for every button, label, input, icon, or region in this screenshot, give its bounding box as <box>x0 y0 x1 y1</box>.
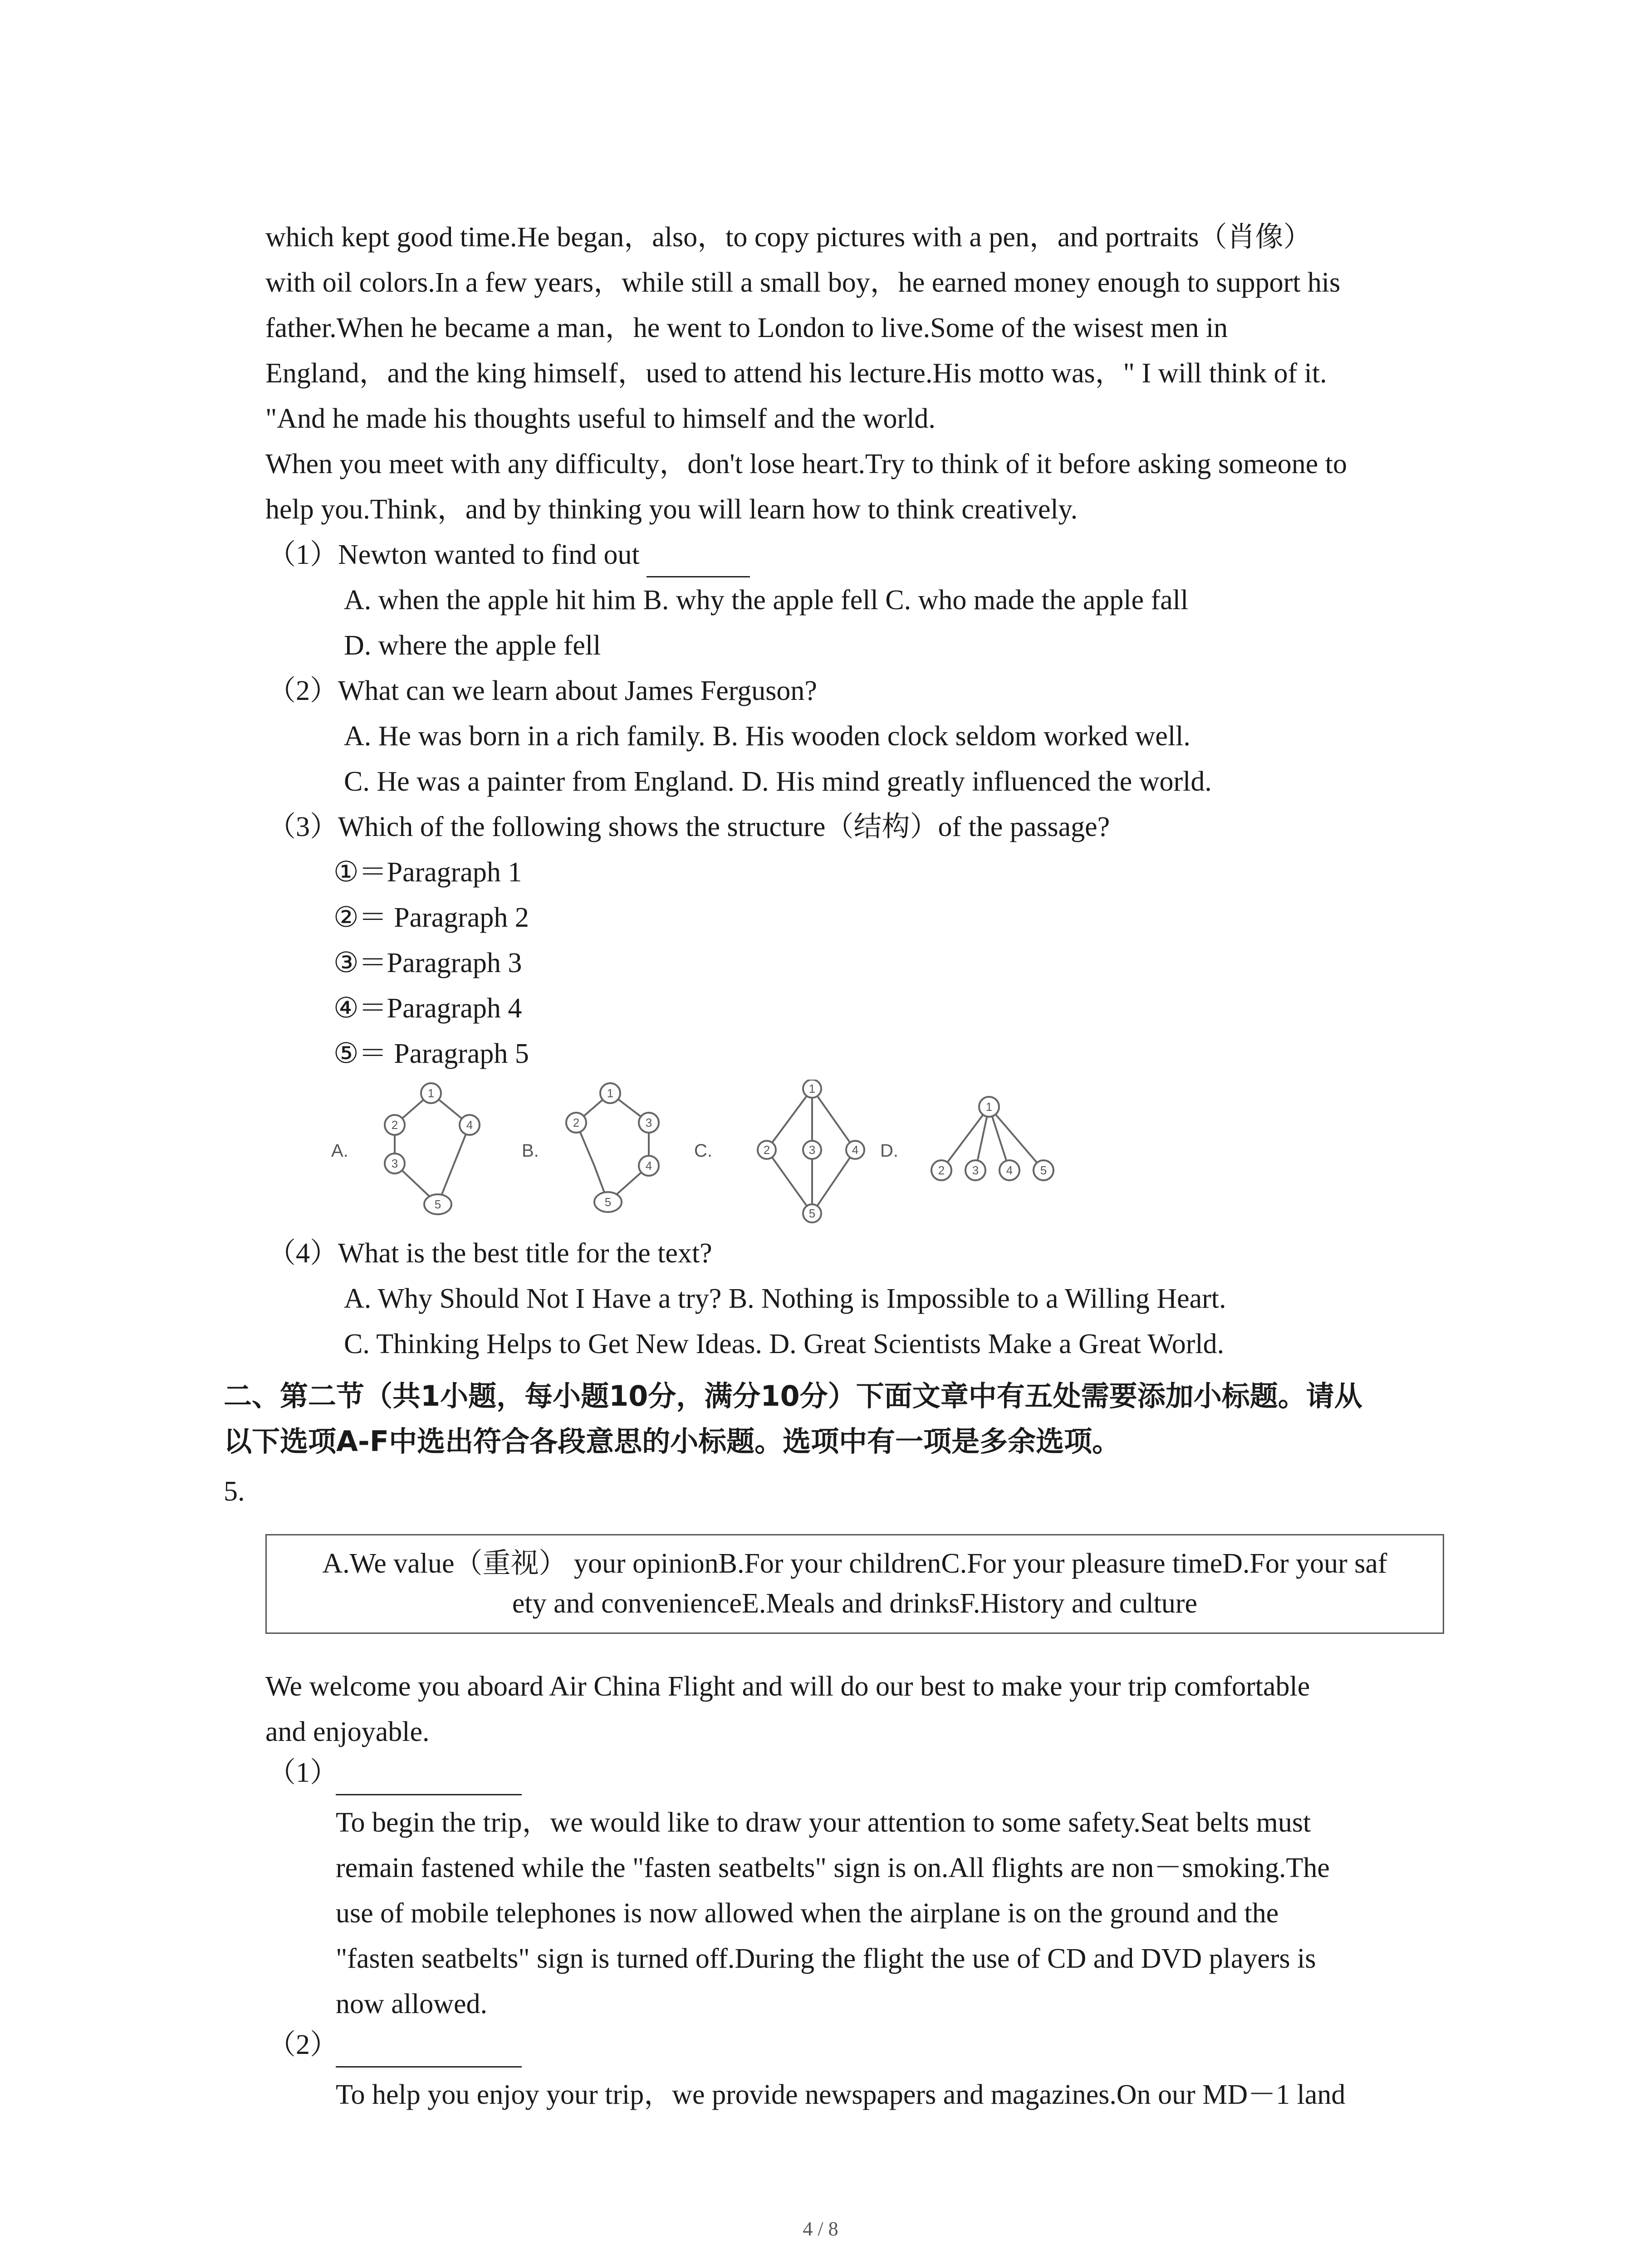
diagram-b <box>566 1083 659 1212</box>
diagram-label-b: B. <box>522 1141 539 1161</box>
blank-1-para-line-2: remain fastened while the "fasten seatbelts" sign is on.All flights are non－smoking.The <box>336 1853 1330 1883</box>
passage-line-1: which kept good time.He began，also，to copy pictures with a pen，and portraits（肖像） <box>265 222 1312 253</box>
node-2: 2 <box>391 1118 398 1132</box>
options-line-1: A.We value（重视） your opinionB.For your childrenC.For your pleasure timeD.For your saf <box>322 1548 1387 1579</box>
diagram-label-a: A. <box>331 1141 348 1161</box>
answer-blank[interactable] <box>647 548 750 577</box>
intro-line-1: We welcome you aboard Air China Flight and will do our best to make your trip comfortable <box>265 1671 1310 1702</box>
section-heading-line-1: 二、第二节（共1小题，每小题10分，满分10分）下面文章中有五处需要添加小标题。请从 <box>224 1379 1362 1413</box>
diagram-label-d: D. <box>880 1141 898 1161</box>
blank-2-number: （2） <box>268 2029 338 2060</box>
heading-blank-1[interactable] <box>336 1794 522 1795</box>
question-number: （1） <box>268 539 338 570</box>
intro-line-2: and enjoyable. <box>265 1716 430 1747</box>
node-5: 5 <box>604 1195 612 1209</box>
question-number: （4） <box>268 1238 338 1269</box>
node-3: 3 <box>972 1163 979 1177</box>
question-1-options-line-1: A. when the apple hit him B. why the apple fell C. who made the apple fall <box>344 585 1189 616</box>
question-number: （3） <box>268 811 338 842</box>
node-5: 5 <box>808 1207 816 1220</box>
diagram-label-c: C. <box>694 1141 712 1161</box>
question-4-options-line-2: C. Thinking Helps to Get New Ideas. D. Great Scientists Make a Great World. <box>344 1329 1225 1359</box>
node-4: 4 <box>1006 1163 1013 1177</box>
passage-line-6: When you meet with any difficulty，don't lose heart.Try to think of it before asking someone to <box>265 449 1347 479</box>
heading-blank-2[interactable] <box>336 2066 522 2068</box>
question-1-options-line-2: D. where the apple fell <box>344 630 601 661</box>
node-5: 5 <box>1040 1163 1047 1177</box>
diagram-d <box>931 1097 1053 1180</box>
headline-options-box <box>265 1534 1444 1634</box>
question-2 <box>268 668 817 714</box>
paragraph-key-4: ④＝Paragraph 4 <box>333 993 522 1024</box>
node-3: 3 <box>645 1116 652 1129</box>
question-4 <box>268 1231 712 1276</box>
question-text: Which of the following shows the structure（结构）of the passage? <box>338 811 1110 842</box>
blank-1-para-line-1: To begin the trip，we would like to draw your attention to some safety.Seat belts must <box>336 1807 1311 1838</box>
passage-line-5: "And he made his thoughts useful to himself and the world. <box>265 403 936 434</box>
question-text: What is the best title for the text? <box>338 1238 712 1269</box>
paragraph-key-1: ①＝Paragraph 1 <box>333 857 522 888</box>
node-4: 4 <box>645 1159 652 1173</box>
question-1 <box>268 532 750 577</box>
node-2: 2 <box>763 1143 770 1157</box>
question-2-options-line-2: C. He was a painter from England. D. His mind greatly influenced the world. <box>344 766 1212 797</box>
blank-1-para-line-4: "fasten seatbelts" sign is turned off.During the flight the use of CD and DVD players is <box>336 1943 1316 1974</box>
question-2-options-line-1: A. He was born in a rich family. B. His wooden clock seldom worked well. <box>344 721 1190 752</box>
section-heading-line-2: 以下选项A-F中选出符合各段意思的小标题。选项中有一项是多余选项。 <box>224 1425 1121 1458</box>
structure-diagrams <box>331 1080 1075 1229</box>
blank-1-para-line-5: now allowed. <box>336 1989 488 2019</box>
page-number: 4 / 8 <box>803 2218 838 2240</box>
blank-2-para-line-1: To help you enjoy your trip，we provide newspapers and magazines.On our MD－1 land <box>336 2079 1346 2110</box>
node-4: 4 <box>466 1118 473 1132</box>
node-2: 2 <box>938 1163 945 1177</box>
question-4-options-line-1: A. Why Should Not I Have a try? B. Nothing is Impossible to a Willing Heart. <box>344 1283 1226 1314</box>
paragraph-key-2: ②＝ Paragraph 2 <box>333 902 529 933</box>
node-3: 3 <box>391 1157 398 1170</box>
question-number: （2） <box>268 675 338 706</box>
question-text: Newton wanted to find out <box>338 539 640 570</box>
options-line-2: ety and convenienceE.Meals and drinksF.History and culture <box>512 1588 1198 1619</box>
node-5: 5 <box>434 1198 441 1211</box>
passage-line-4: England，and the king himself，used to attend his lecture.His motto was，" I will think of it. <box>265 358 1327 389</box>
node-3: 3 <box>808 1143 816 1157</box>
passage-line-7: help you.Think，and by thinking you will learn how to think creatively. <box>265 494 1078 525</box>
passage-line-3: father.When he became a man，he went to London to live.Some of the wisest men in <box>265 313 1228 343</box>
blank-1-para-line-3: use of mobile telephones is now allowed when the airplane is on the ground and the <box>336 1898 1279 1929</box>
node-1: 1 <box>427 1086 435 1100</box>
question-text: What can we learn about James Ferguson? <box>338 675 817 706</box>
passage-line-2: with oil colors.In a few years，while still a small boy，he earned money enough to support his <box>265 267 1341 298</box>
node-2: 2 <box>573 1116 580 1129</box>
node-1: 1 <box>985 1100 993 1114</box>
blank-1-number: （1） <box>268 1757 338 1788</box>
node-1: 1 <box>808 1082 816 1095</box>
paragraph-key-5: ⑤＝ Paragraph 5 <box>333 1038 529 1069</box>
question-3 <box>268 804 1110 850</box>
node-1: 1 <box>607 1086 614 1100</box>
diagram-a <box>385 1083 480 1214</box>
paragraph-key-3: ③＝Paragraph 3 <box>333 948 522 978</box>
node-4: 4 <box>852 1143 859 1157</box>
item-number: 5. <box>224 1476 245 1507</box>
